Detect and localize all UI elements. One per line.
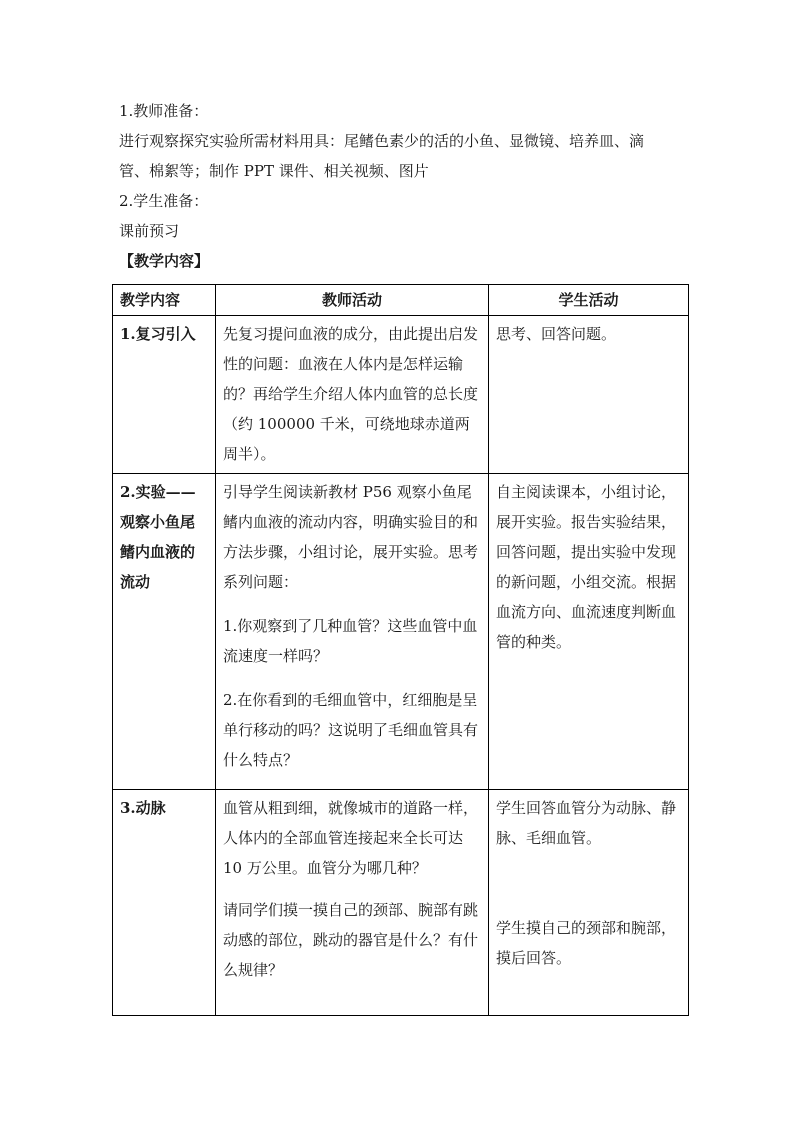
student-paragraph: 学生回答血管分为动脉、静脉、毛细血管。 [496, 799, 677, 847]
row-content: 3.动脉 [113, 790, 216, 1016]
teacher-question-2: 2.在你看到的毛细血管中，红细胞是呈单行移动的吗？这说明了毛细血管具有什么特点？ [223, 691, 479, 769]
row-content: 2.实验——观察小鱼尾鳍内血液的流动 [113, 474, 216, 790]
teacher-prep-text-line1: 进行观察探究实验所需材料用具：尾鳍色素少的活的小鱼、显微镜、培养皿、滴 [119, 132, 645, 150]
preparation-section [119, 96, 689, 276]
row-student-activity [489, 474, 689, 790]
row-content: 1.复习引入 [113, 316, 216, 474]
table-header-row [113, 285, 689, 316]
row-teacher-activity [216, 316, 489, 474]
row-student-activity [489, 790, 689, 1016]
teacher-prep-text-line2: 管、棉絮等；制作 PPT 课件、相关视频、图片 [119, 162, 429, 180]
student-paragraph: 思考、回答问题。 [496, 325, 617, 343]
teacher-paragraph: 引导学生阅读新教材 P56 观察小鱼尾鳍内血液的流动内容，明确实验目的和方法步骤，小组讨论，展开实验。思考系列问题： [223, 483, 479, 591]
teacher-paragraph: 血管从粗到细，就像城市的道路一样，人体内的全部血管连接起来全长可达 10 万公里。血管分为哪几种？ [223, 799, 479, 877]
header-content: 教学内容 [113, 285, 216, 316]
teacher-paragraph: 先复习提问血液的成分，由此提出启发性的问题：血液在人体内是怎样运输的？再给学生介绍人体内血管的总长度（约 100000 千米，可绕地球赤道两周半）。 [223, 325, 479, 463]
teacher-prep-heading: 1.教师准备： [119, 102, 209, 120]
student-prep-heading: 2.学生准备： [119, 192, 209, 210]
teaching-content-title: 【教学内容】 [119, 252, 210, 270]
student-prep-text: 课前预习 [119, 222, 180, 240]
student-paragraph: 学生摸自己的颈部和腕部，摸后回答。 [496, 919, 677, 967]
student-paragraph: 自主阅读课本，小组讨论，展开实验。报告实验结果，回答问题，提出实验中发现的新问题，小组交流。根据血流方向、血流速度判断血管的种类。 [496, 483, 677, 651]
row-student-activity [489, 316, 689, 474]
lesson-table [112, 284, 689, 1016]
row-teacher-activity [216, 790, 489, 1016]
table-row [113, 474, 689, 790]
teacher-question-1: 1.你观察到了几种血管？这些血管中血流速度一样吗？ [223, 617, 478, 665]
teacher-paragraph: 请同学们摸一摸自己的颈部、腕部有跳动感的部位，跳动的器官是什么？有什么规律？ [223, 901, 479, 979]
table-row [113, 790, 689, 1016]
header-student-activity: 学生活动 [489, 285, 689, 316]
header-teacher-activity: 教师活动 [216, 285, 489, 316]
row-teacher-activity [216, 474, 489, 790]
table-row [113, 316, 689, 474]
